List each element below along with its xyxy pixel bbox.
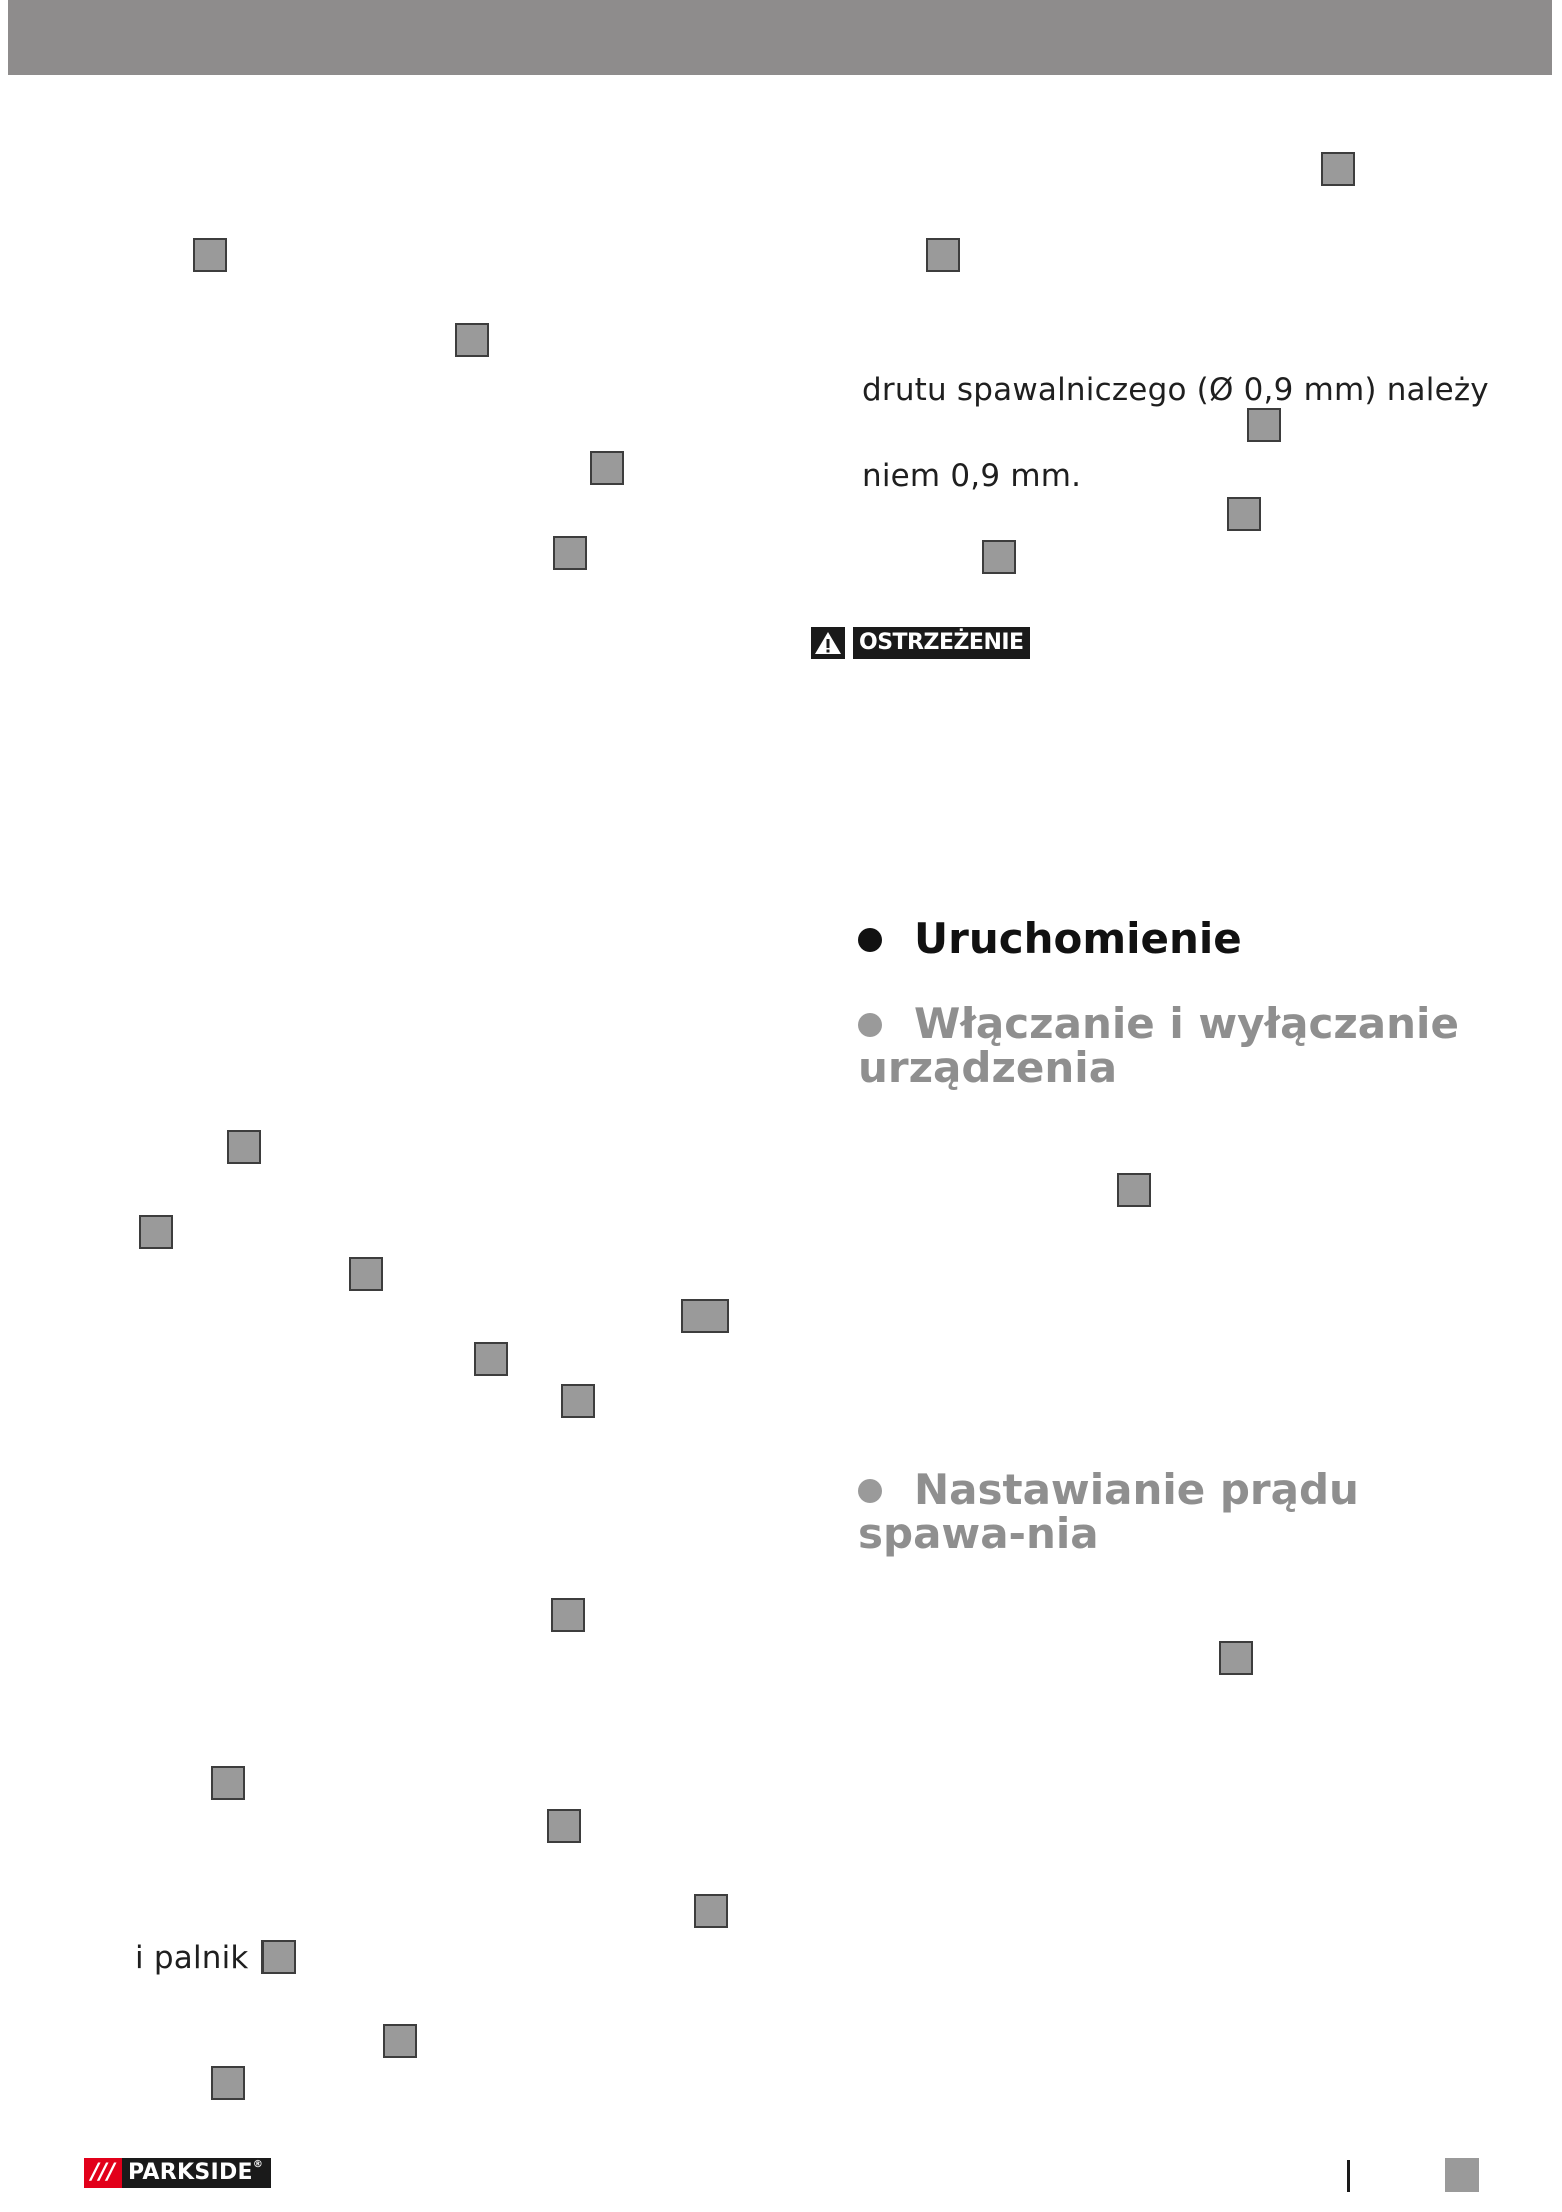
wire-diameter-text: drutu spawalniczego (Ø 0,9 mm) należy [862,372,1489,408]
redacted-marker [211,2066,245,2100]
section-heading-uruchomienie [858,914,1538,963]
redacted-marker [553,536,587,570]
redacted-marker [982,540,1016,574]
redacted-marker [474,1342,508,1376]
redacted-marker [547,1809,581,1843]
heading-bullet [858,1013,882,1037]
heading-bullet [858,928,882,952]
redacted-marker [227,1130,261,1164]
wire-size-text: niem 0,9 mm. [862,458,1082,494]
heading-text: Uruchomienie [914,914,1242,963]
logo-slashes: /// [84,2158,122,2188]
page-number-marker [1445,2158,1479,2192]
logo-text: PARKSIDE [128,2160,253,2185]
redacted-marker [1117,1173,1151,1207]
footer-divider [1347,2160,1350,2192]
redacted-marker [349,1257,383,1291]
redacted-marker [926,238,960,272]
redacted-marker [694,1894,728,1928]
section-heading-wlaczanie [858,999,1538,1092]
redacted-marker [1247,408,1281,442]
redacted-marker [139,1215,173,1249]
heading-text: Nastawianie prądu spawa-nia [858,1465,1359,1558]
logo-wordmark [122,2158,271,2188]
section-heading-nastawianie [858,1465,1538,1558]
warning-label [811,627,1030,659]
redacted-marker [1227,497,1261,531]
parkside-logo [84,2158,271,2188]
torch-text: i palnik [135,1940,249,1976]
header-bar [8,0,1552,75]
warning-text: OSTRZEŻENIE [853,627,1030,659]
redacted-marker [551,1598,585,1632]
redacted-marker [590,451,624,485]
redacted-marker [561,1384,595,1418]
redacted-marker [1321,152,1355,186]
heading-bullet [858,1479,882,1503]
heading-text: Włączanie i wyłączanie urządzenia [858,999,1459,1092]
redacted-marker [262,1940,296,1974]
redacted-marker [455,323,489,357]
redacted-marker [1219,1641,1253,1675]
redacted-marker [193,238,227,272]
warning-triangle-icon [811,627,845,659]
redacted-marker [211,1766,245,1800]
redacted-marker [681,1299,729,1333]
logo-registered-mark: ® [252,2159,264,2170]
redacted-marker [383,2024,417,2058]
